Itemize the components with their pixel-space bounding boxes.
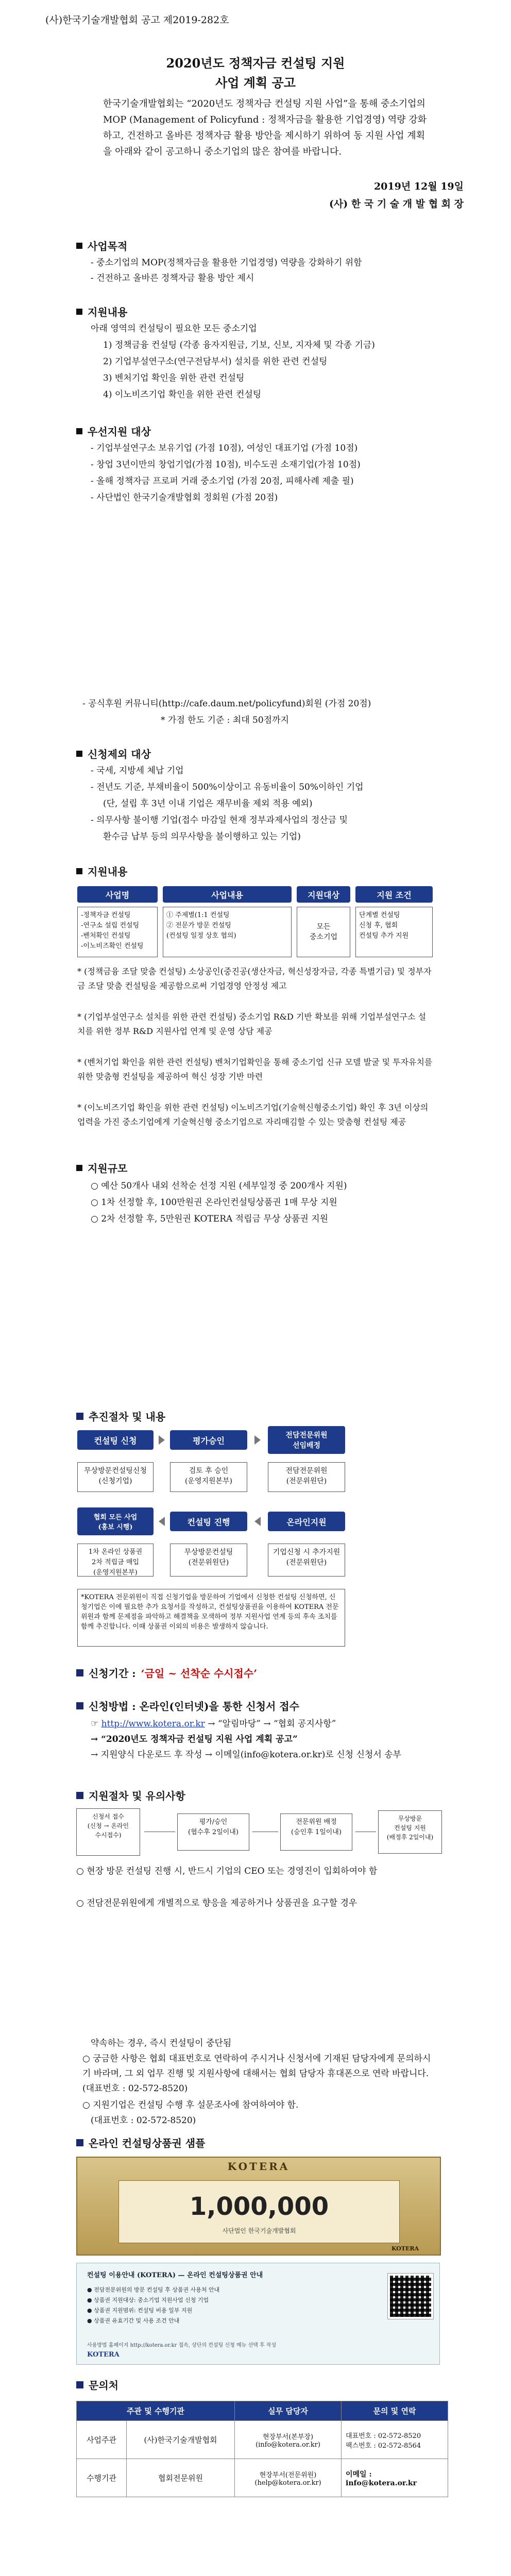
scale-item: ○ 1차 선정할 후, 100만원권 온라인컨설팅상품권 1매 무상 지원 — [91, 1197, 337, 1208]
exclusion-item: (단, 설립 후 3년 이내 기업은 재무비율 제외 적용 예외) — [103, 799, 313, 809]
section-voucher-heading: 온라인 컨설팅상품권 샘플 — [76, 2135, 205, 2150]
bullet-square-icon — [76, 2381, 83, 2388]
support-detail-item: * (이노비즈기업 확인을 위한 관련 컨설팅) 이노비즈기업(기술혁신형중소기업) 확인 후 3년 이상의 업력을 가진 중소기업에게 기술혁신형 중소기업으로 자리매김할 수 있는 맞춤형 컨설팅 제공 — [77, 1103, 429, 1127]
leaflet-line: ● 상품권 유효기간 및 사용 조건 안내 — [87, 2317, 180, 2324]
section-process-heading: 추진절차 및 내용 — [76, 1409, 165, 1423]
priority-item: - 창업 3년이만의 창업기업(가점 10점), 비수도권 소재기업(가점 10점) — [91, 460, 361, 470]
voucher-leaflet-image — [76, 2263, 440, 2365]
kotera-website-link[interactable]: http://www.kotera.or.kr — [101, 1719, 205, 1729]
leaflet-brand-logo: KOTERA — [87, 2351, 120, 2359]
leaflet-line: ● 상품권 지원범위: 컨설팅 비용 일부 지원 — [87, 2307, 193, 2314]
section-support-heading: 지원내용 — [76, 304, 127, 319]
arrow-right-icon — [254, 1435, 261, 1445]
bullet-square-icon — [76, 751, 82, 757]
procedure-item: 약속하는 경우, 즉시 컨설팅이 중단됨 — [91, 2038, 232, 2048]
section-exclusion-heading: 신청제외 대상 — [76, 746, 151, 761]
support-table-header: 지원대상 — [297, 886, 350, 903]
support-lead: 아래 영역의 컨설팅이 필요한 모든 중소기업 — [91, 324, 257, 334]
process-step-label: 온라인지원 — [268, 1512, 345, 1531]
process-step-label: 컨설팅 신청 — [77, 1430, 154, 1450]
priority-item: - 올해 정책자금 프로퍼 거래 중소기업 (가점 20점, 피해사례 제출 필) — [91, 476, 354, 486]
bullet-square-icon — [76, 2139, 83, 2146]
section-support-detail-heading: 지원내용 — [76, 863, 127, 878]
leaflet-line: ● 전담전문위원의 방문 컨설팅 후 상품권 사용처 안내 — [87, 2286, 220, 2293]
process-step-box: 검토 후 승인 (운영지원본부) — [170, 1462, 247, 1492]
priority-note: - 공식후원 커뮤니티(http://cafe.daum.net/policyfund)회원 (가점 20점) — [82, 699, 371, 709]
exclusion-item: 환수금 납부 등의 의무사항을 불이행하고 있는 기업) — [103, 832, 301, 842]
qr-code-icon — [388, 2274, 433, 2319]
purpose-item: - 건전하고 올바른 정책자금 활용 방안 제시 — [91, 273, 254, 283]
voucher-inner-panel — [118, 2180, 400, 2243]
purpose-item: - 중소기업의 MOP(정책자금을 활용한 기업경영) 역량을 강화하기 위함 — [91, 258, 362, 268]
method-path: ☞ http://www.kotera.or.kr → “알림마당” → “협회 공지사항” — [91, 1719, 336, 1729]
arrow-right-icon — [159, 1435, 165, 1445]
support-table-cell: 단계별 컨설팅 신청 후, 협회 컨설팅 추가 지원 — [355, 907, 433, 957]
contact-table-cell: 대표번호 : 02-572-8520 팩스번호 : 02-572-8564 — [342, 2421, 448, 2459]
support-table-cell: 모든 중소기업 — [297, 907, 350, 957]
bullet-square-icon — [76, 1669, 83, 1676]
support-table-cell: ① 주제별(1:1 컨설팅 ② 전문가 방문 컨설팅 (컨설팅 일정 상호 협의) — [163, 907, 292, 957]
leaflet-line: ● 상품권 지원대상: 중소기업 지원사업 신청 기업 — [87, 2297, 209, 2303]
voucher-issuer: 사단법인 한국기술개발협회 — [222, 2227, 296, 2234]
period-value: ‘금일 ~ 선착순 수시접수’ — [141, 1667, 258, 1680]
exclusion-item: - 전년도 기준, 부채비율이 500%이상이고 유동비율이 50%이하인 기업 — [91, 782, 364, 792]
exclusion-item: - 의무사항 불이행 기업(접수 마감일 현재 정부과제사업의 정산금 및 — [91, 815, 348, 825]
procedure-flow-box: 평가/승인 (협수후 2일이내) — [177, 1814, 249, 1851]
section-method-heading: 신청방법 : 온라인(인터넷)을 통한 신청서 접수 — [76, 1698, 299, 1713]
procedure-flow-box: 전문위원 배정 (승인후 1일이내) — [280, 1814, 352, 1851]
bullet-square-icon — [76, 1165, 82, 1171]
contact-email-link[interactable]: 이메일 : info@kotera.or.kr — [342, 2459, 448, 2497]
bullet-square-icon — [76, 868, 82, 874]
voucher-sample-image — [76, 2157, 441, 2256]
section-contact-heading: 문의처 — [76, 2377, 118, 2392]
contact-table-cell: (사)한국기술개발협회 — [127, 2421, 235, 2459]
process-step-label: 평가승인 — [170, 1430, 247, 1450]
process-step-box: 무상방문컨설팅신청 (신청기업) — [77, 1462, 154, 1492]
section-purpose-heading: 사업목적 — [76, 238, 127, 253]
support-table-header: 지원 조건 — [355, 886, 433, 903]
support-detail-item: * (정책금융 조달 맞춤 컨설팅) 소상공인(중진공(생산자금, 혁신성장자금, 각종 특별기금) 및 정부자금 조달 맞춤 컨설팅을 제공함으로써 기업경영 안정성 제고 — [77, 967, 432, 991]
section-scale-heading: 지원규모 — [76, 1160, 127, 1175]
notice-number: (사)한국기술개발협회 공고 제2019-282호 — [45, 14, 229, 26]
contact-table-header: 실무 담당자 — [235, 2401, 342, 2421]
issuing-organization: (사) 한 국 기 술 개 발 협 회 장 — [329, 198, 464, 210]
process-step-box: 1차 온라인 상품권 2차 적립금 매입 (운영지원본부) — [77, 1544, 154, 1577]
procedure-flow-box: 무상방문 컨설팅 지원 (배정후 2일이내) — [378, 1810, 442, 1854]
intro-paragraph: 한국기술개발협회는 “2020년도 정책자금 컨설팅 지원 사업”을 통해 중소기업의 MOP (Management of Policyfund : 정책자금을 활용한 기업경영) 역량 강화하고, 건전하고 올바른 정책자금 활용 방안을 제시하기 위하여 동 지원 사업 계획을 아래와 같이 공고하니 중소기업의 많은 참여를 바랍니다. — [103, 98, 427, 157]
contact-table — [76, 2401, 448, 2497]
procedure-item: ○ 현장 방문 컨설팅 진행 시, 반드시 기업의 CEO 또는 경영진이 입회하여야 함 — [76, 1866, 378, 1876]
section-priority-heading: 우선지원 대상 — [76, 423, 151, 438]
scale-item: ○ 예산 50개사 내외 선착순 선정 지원 (세부일정 중 200개사 지원) — [91, 1181, 347, 1191]
procedure-item: (대표번호 : 02-572-8520) — [91, 2115, 196, 2126]
support-table-header: 사업명 — [77, 886, 158, 903]
support-detail-item: * (기업부설연구소 설치를 위한 관련 컨설팅) 중소기업 R&D 기반 확보를 위해 기업부설연구소 설치를 위한 정부 R&D 지원사업 연계 및 운영 상담 제공 — [77, 1012, 427, 1036]
support-item: 3) 벤처기업 확인을 위한 관련 컨설팅 — [103, 373, 245, 383]
contact-table-cell: 협회전문위원 — [127, 2459, 235, 2497]
process-note: *KOTERA 전문위원이 직접 신청기업을 방문하여 기업에서 신청한 컨설팅 신청하면, 신청기업은 이에 필요한 추가 요청서를 작성하고, 컨설팅상품권을 이용하여 KOTERA 전문위원과 함께 문제점을 파악하고 해결책을 모색하여 정부 지원사업 연계 등의 후속 조치를 함께 추진합니다. 이때 상품권 이외의 비용은 발생하지 않습니다. — [77, 1589, 345, 1647]
bullet-square-icon — [76, 1702, 83, 1709]
procedure-item: ○ 전담전문위원에게 개별적으로 향응을 제공하거나 상품권을 요구할 경우 — [76, 1898, 357, 1908]
support-detail-item: * (벤처기업 확인을 위한 관련 컨설팅) 벤처기업확인을 통해 중소기업 신규 모델 발굴 및 투자유치를 위한 맞춤형 컨설팅을 제공하여 혁신 성장 기반 마련 — [77, 1057, 433, 1081]
notice-title-line1: 2020년도 정책자금 컨설팅 지원 — [166, 56, 345, 71]
contact-table-cell: 사업주관 — [77, 2421, 127, 2459]
priority-item: - 사단법인 한국기술개발협회 정회원 (가점 20점) — [91, 493, 278, 503]
procedure-flow-box: 신청서 접수 (신청 → 온라인 수시접수) — [76, 1808, 140, 1856]
leaflet-footer: 사용방법 홈페이지 http://kotera.or.kr 접속, 상단의 컨설팅 신청 메뉴 선택 후 작성 — [87, 2343, 277, 2348]
notice-date: 2019년 12월 19일 — [373, 181, 464, 192]
contact-table-header: 문의 및 연락 — [342, 2401, 448, 2421]
arrow-left-icon — [159, 1517, 165, 1526]
process-step-label: 컨설팅 진행 — [170, 1512, 247, 1531]
bullet-square-icon — [76, 309, 82, 315]
section-period-heading: 신청기간 : ‘금일 ~ 선착순 수시접수’ — [76, 1665, 257, 1680]
voucher-title: KOTERA — [227, 2160, 290, 2173]
process-step-box: 전담전문위원 (전문위원단) — [268, 1462, 345, 1492]
method-path: → 지원양식 다운로드 후 작성 → 이메일(info@kotera.or.kr)로 신청 신청서 송부 — [91, 1750, 402, 1760]
process-step-box: 무상방문컨설팅 (전문위원단) — [170, 1544, 247, 1577]
process-step-box: 기업신청 시 추가지원 (전문위원단) — [268, 1544, 345, 1577]
support-item: 2) 기업부설연구소(연구전담부서) 설치를 위한 관련 컨설팅 — [103, 357, 328, 367]
notice-title-line2: 사업 계획 공고 — [215, 75, 296, 90]
process-step-label: 전담전문위원 선임배정 — [268, 1426, 345, 1454]
exclusion-item: - 국세, 지방세 체납 기업 — [91, 766, 184, 776]
contact-table-header: 주관 및 수행기관 — [77, 2401, 235, 2421]
bullet-square-icon — [76, 428, 82, 434]
leaflet-title: 컨설팅 이용안내 (KOTERA) — 온라인 컨설팅상품권 안내 — [87, 2272, 263, 2279]
priority-item: - 기업부설연구소 보유기업 (가점 10점), 여성인 대표기업 (가점 10점) — [91, 443, 358, 453]
contact-table-cell: 현장부서(본부장) (info@kotera.or.kr) — [235, 2421, 342, 2459]
bullet-square-icon — [76, 243, 82, 249]
procedure-item: ○ 궁금한 사항은 협회 대표번호로 연락하여 주시거나 신청서에 기재된 담당자에게 문의하시기 바라며, 그 외 업무 진행 및 지원사항에 대해서는 협회 담당자 휴대폰으로 연락 바랍니다. (대표번호 : 02-572-8520) — [82, 2054, 431, 2094]
bullet-square-icon — [76, 1413, 83, 1420]
bullet-square-icon — [76, 1792, 83, 1799]
support-table-header: 사업내용 — [163, 886, 292, 903]
voucher-brand-logo: KOTERA — [391, 2245, 419, 2252]
voucher-amount: 1,000,000 — [189, 2192, 329, 2221]
scale-item: ○ 2차 선정할 후, 5만원권 KOTERA 적립금 무상 상품권 지원 — [91, 1214, 329, 1224]
process-step-label: 협회 모든 사업 (홍보 시행) — [77, 1507, 154, 1535]
contact-table-cell: 수행기관 — [77, 2459, 127, 2497]
contact-table-cell: 현장부서(전문위원) (help@kotera.or.kr) — [235, 2459, 342, 2497]
priority-note-limit: * 가점 한도 기준 : 최대 50점까지 — [161, 715, 289, 725]
arrow-left-icon — [254, 1517, 261, 1526]
method-path: → “2020년도 정책자금 컨설팅 지원 사업 계획 공고” — [91, 1734, 298, 1744]
support-item: 4) 이노비즈기업 확인을 위한 관련 컨설팅 — [103, 389, 262, 400]
procedure-item: ○ 지원기업은 컨설팅 수행 후 설문조사에 참여하여야 함. — [82, 2100, 299, 2110]
support-item: 1) 정책금융 컨설팅 (각종 융자지원금, 기보, 신보, 지자체 및 각종 기금) — [103, 340, 375, 350]
support-table-cell: -정책자금 컨설팅 -연구소 설립 컨설팅 -벤처확인 컨설팅 -이노비즈확인 컨설팅 — [77, 907, 158, 957]
section-procedure-heading: 지원절차 및 유의사항 — [76, 1788, 185, 1803]
